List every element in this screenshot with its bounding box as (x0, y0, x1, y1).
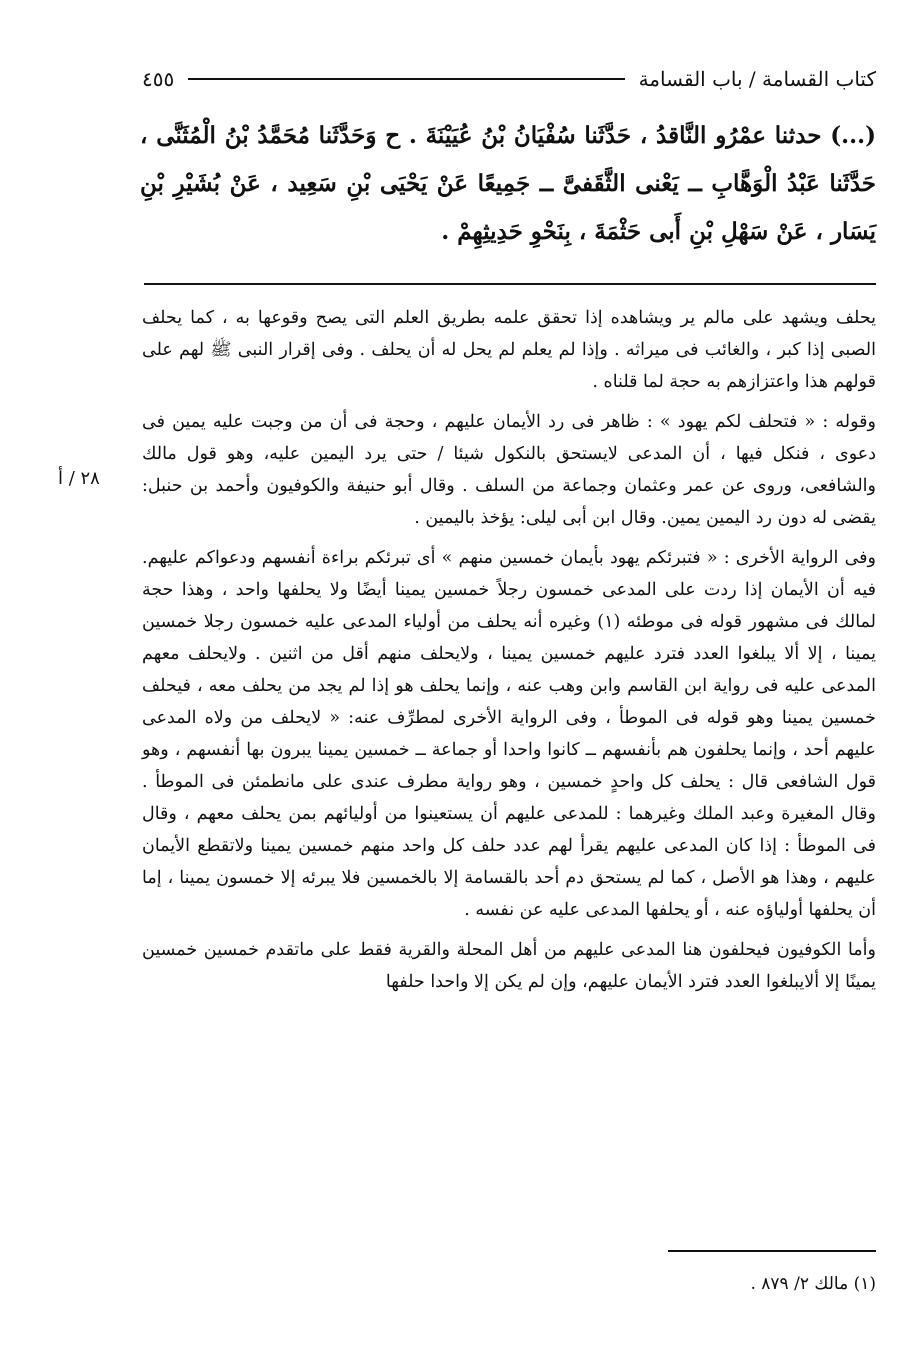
page-number: ٤٥٥ (142, 67, 175, 91)
margin-folio-note: ٢٨ / أ (58, 468, 100, 489)
commentary-paragraph: وأما الكوفيون فيحلفون هنا المدعى عليهم من أهل المحلة والقرية فقط على ماتقدم خمسين خمسين يمينًا إلا ألايبلغوا العدد فترد الأيمان عليهم، وإن لم يكن إلا واحدا حلفها (142, 940, 876, 992)
commentary (142, 302, 876, 1006)
footnote: (١) مالك ٢/ ٨٧٩ . (750, 1274, 876, 1294)
commentary-paragraph: وقوله : « فتحلف لكم يهود » : ظاهر فى رد الأيمان عليهم ، وحجة فى أن من وجبت عليه يمين فى دعوى ، فنكل فيها ، أن المدعى لايستحق بالنكول شيئا / حتى يرد اليمين عليه، وهو قول مالك والشافعى، وروى عن عمر وعثمان وجماعة من السلف . وقال أبو حنيفة والكوفيون وأحمد بن حنبل: يقضى له دون رد اليمين يمين. وقال ابن أبى ليلى: يؤخذ باليمين . (142, 412, 876, 528)
section-separator (144, 283, 876, 285)
running-header (142, 62, 876, 96)
commentary-paragraph: يحلف ويشهد على مالم ير ويشاهده إذا تحقق علمه بطريق العلم التى يصح وقوعها به ، كما يحلف الصبى إذا كبر ، والغائب فى ميراثه . وإذا لم يعلم لم يحل له أن يحلف . وفى إقرار النبى ﷺ لهم على قولهم هذا واعتزازهم به حجة لما قلناه . (142, 308, 876, 392)
header-title: كتاب القسامة / باب القسامة (638, 67, 876, 91)
footnote-rule (668, 1250, 876, 1252)
hadith-text: (...) حدثنا عمْرُو النَّاقدُ ، حَدَّثَنا سُفْيَانُ بْنُ عُيَيْنَةَ . ح وَحَدَّثَنا مُحَمَّدُ بْنُ الْمُثَنَّى ، حَدَّثَنا عَبْدُ الْوَهَّابِ ــ يَعْنى الثَّقَفىَّ ــ جَمِيعًا عَنْ يَحْيَى بْنِ سَعِيد ، عَنْ بُشَيْرِ بْنِ يَسَار ، عَنْ سَهْلِ بْنِ أَبى حَثْمَةَ ، بِنَحْوِ حَدِيثِهِمْ . (140, 122, 876, 245)
header-rule (188, 78, 624, 80)
commentary-paragraph: وفى الرواية الأخرى : « فتبرئكم يهود بأيمان خمسين منهم » أى تبرئكم براءة أنفسهم ودعواكم عليهم. فيه أن الأيمان إذا ردت على المدعى خمسون رجلاً خمسين يمينا أيضًا ولا يحلفها واحد ، وهذا حجة لمالك فى مشهور قوله فى موطئه (١) وغيره أنه يحلف من أولياء المدعى عليه خمسون رجلا خمسين يمينا ، إلا ألا يبلغوا العدد فترد عليهم خمسين يمينا ، ولايحلف منهم أقل من اثنين . ولايحلف معهم المدعى عليه فى رواية ابن القاسم وابن وهب عنه ، وإنما يحلف هو إذا لم يجد من يحلف معه ، فيحلف خمسين يمينا وهو قوله فى الموطأ ، وفى الرواية الأخرى لمطرِّف عنه: « لايحلف من ولاه المدعى عليهم أحد ، وإنما يحلفون هم بأنفسهم ــ كانوا واحدا أو جماعة ــ خمسين يمينا يبرون بها أنفسهم ، وهو قول الشافعى قال : يحلف كل واحدٍ خمسين ، وهو رواية مطرف عندى على مانطمئن فى الموطأ . وقال المغيرة وعبد الملك وغيرهما : للمدعى عليهم أن يستعينوا من أوليائهم بمن يحلف معهم ، وقال فى الموطأ : إذا كان المدعى عليهم يقرأ لهم عدد حلف كل واحد منهم خمسين يمينا ولاتقطع الأيمان عليهم ، وهذا هو الأصل ، كما لم يستحق دم أحد بالقسامة إلا بالخمسين فلا يبرئه إلا خمسون يمينا ، إما أن يحلفها أولياؤه عنه ، أو يحلفها المدعى عليه عن نفسه . (142, 548, 876, 920)
